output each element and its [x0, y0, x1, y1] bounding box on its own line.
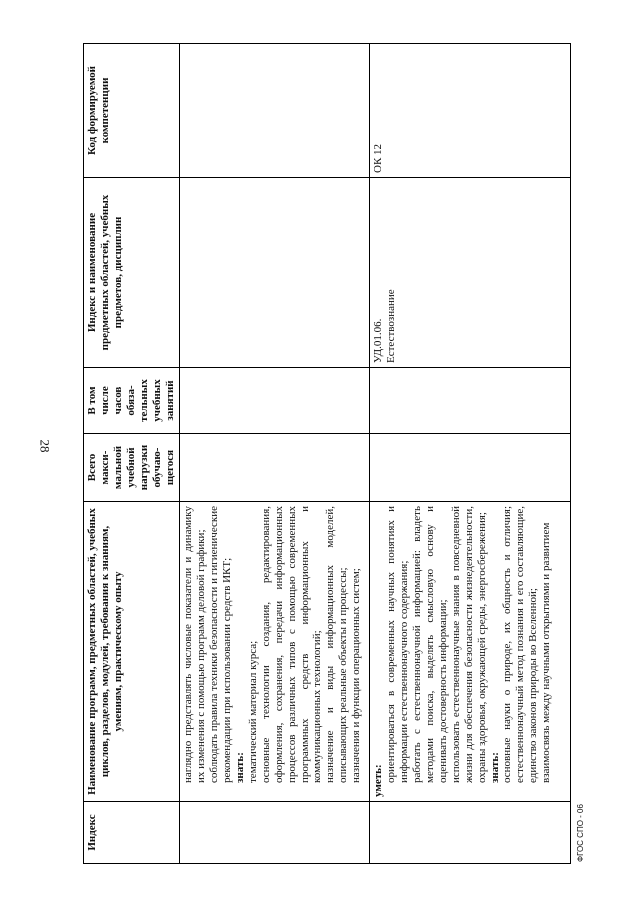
cell-total	[369, 434, 570, 502]
requirement-line: назначение и виды информационных моделей, описывающих реальные объекты и процессы;	[324, 506, 350, 783]
requirement-line: тематический материал курса;	[246, 640, 259, 783]
cell-subject	[369, 178, 570, 368]
cell-total	[179, 434, 369, 502]
requirement-line: основные науки о природе, их общность и отличия; естественнонаучный метод познания и его составляющие, единство законов природы во Вселенной;	[501, 506, 540, 783]
requirements-list	[372, 506, 554, 797]
requirement-line: взаимосвязь между научными открытиями и развитием	[540, 522, 553, 783]
cell-code: ОК 12	[369, 44, 570, 178]
cell-requirements	[179, 502, 369, 802]
document-sheet	[83, 44, 585, 864]
cell-index	[369, 802, 570, 864]
requirement-line: наглядно представлять числовые показатели и динамику их изменения с помощью программ деловой графики;	[181, 506, 207, 783]
requirement-line: использовать естественнонаучные знания в повседневной жизни для обеспечения безопасности жизнедеятельности, охраны здоровья, окружающей среды, энергосбережения;	[449, 506, 488, 783]
cell-mandatory	[179, 368, 369, 434]
requirement-line: соблюдать правила техники безопасности и гигиенические рекомендации при использовании средств ИКТ;	[207, 506, 233, 783]
requirement-line: назначения и функции операционных систем;	[350, 568, 363, 783]
page-number: 28	[37, 439, 53, 453]
header-index: Индекс	[84, 802, 180, 864]
header-row	[84, 44, 180, 864]
subject-code: УД.01.06.	[371, 318, 384, 363]
cell-subject	[179, 178, 369, 368]
curriculum-table	[83, 43, 571, 864]
requirements-list	[182, 506, 364, 797]
requirement-line: знать:	[233, 752, 246, 783]
requirement-line: знать:	[488, 752, 501, 783]
cell-index	[179, 802, 369, 864]
subject-name: Естествознание	[384, 289, 397, 363]
table-row	[369, 44, 570, 864]
header-code: Код формируемой компетенции	[84, 44, 180, 178]
footer-note: ФГОС СПО - 06	[576, 804, 585, 862]
requirement-line: работать с естественнонаучной информацией: владеть методами поиска, выделять смысловую основу и оценивать достоверность информации;	[410, 506, 449, 783]
header-mandatory: В том числе часов обяза-тельных учебных занятий	[84, 368, 180, 434]
header-subject: Индекс и наименование предметных областей, учебных предметов, дисциплин	[84, 178, 180, 368]
cell-code	[179, 44, 369, 178]
cell-mandatory	[369, 368, 570, 434]
requirement-line: основные технологии создания, редактирования, оформления, сохранения, передачи информационных процессов различных типов с помощью современных программных средств информационных и коммуникационных технологий;	[259, 506, 324, 783]
table-row	[179, 44, 369, 864]
rotated-page	[83, 44, 585, 864]
requirement-line: уметь:	[371, 764, 384, 797]
requirement-line: ориентироваться в современных научных понятиях и информации естественнонаучного содержания;	[384, 506, 410, 783]
header-total: Всего макси-мальной учебной нагрузки обучаю-щегося	[84, 434, 180, 502]
cell-requirements	[369, 502, 570, 802]
header-name: Наименование программ, предметных областей, учебных циклов, разделов, модулей, требования к знаниям, умениям, практическому опыту	[84, 502, 180, 802]
